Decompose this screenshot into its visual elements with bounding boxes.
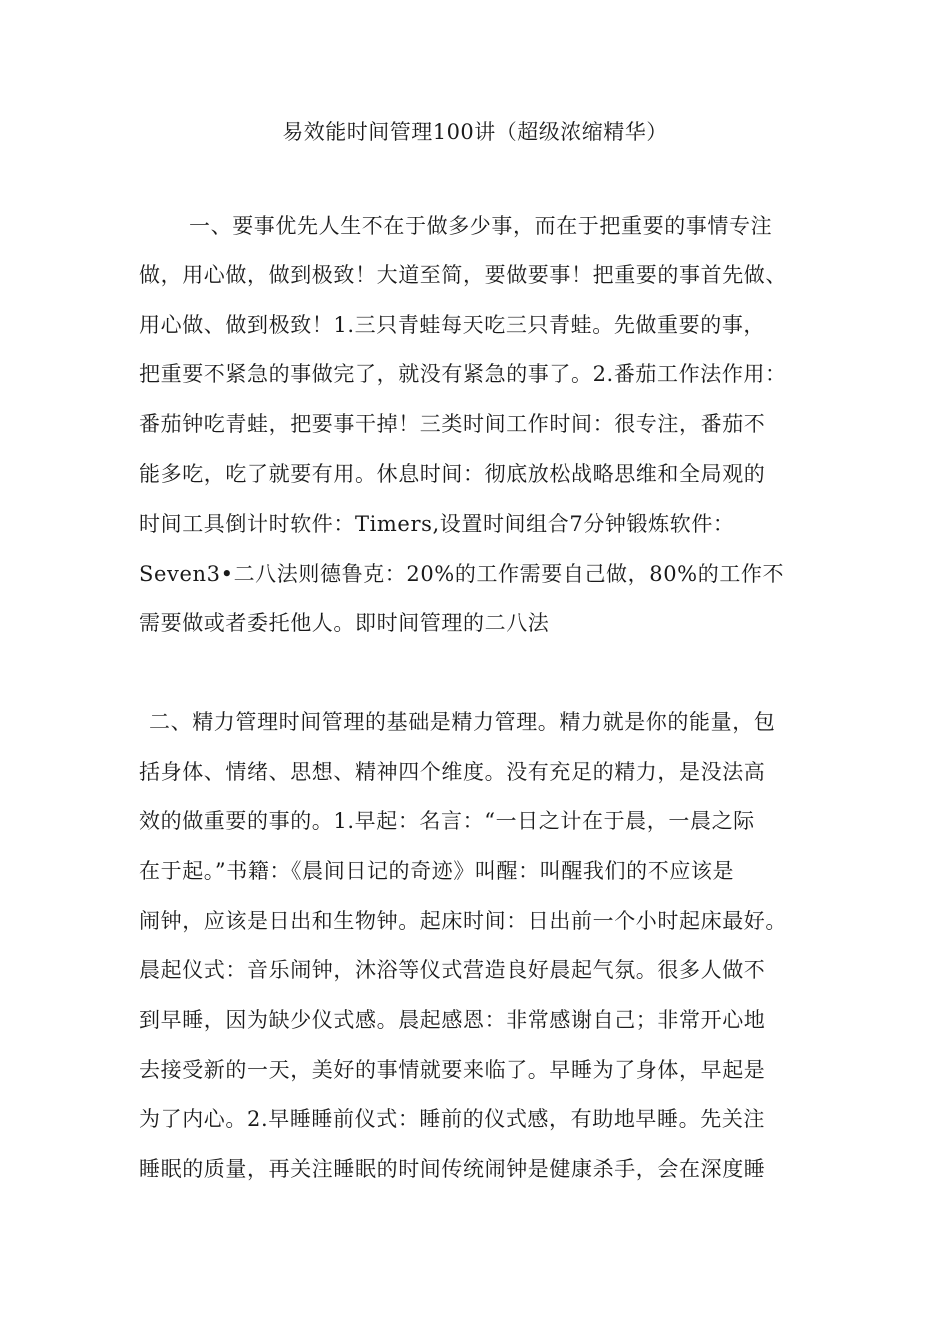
section-1-line-7: 时间工具倒计时软件：Timers,设置时间组合7分钟锻炼软件：: [139, 512, 735, 536]
section-1-line-4: 把重要不紧急的事做完了，就没有紧急的事了。2.番茄工作法作用：: [139, 362, 787, 386]
section-2-line-3: 效的做重要的事的。1.早起：名言：“一日之计在于晨，一晨之际: [139, 809, 755, 833]
section-2-line-7: 到早睡，因为缺少仪式感。晨起感恩：非常感谢自己；非常开心地: [139, 1008, 766, 1032]
section-2-line-2: 括身体、情绪、思想、精神四个维度。没有充足的精力，是没法高: [139, 760, 766, 784]
section-2-line-6: 晨起仪式：音乐闹钟，沐浴等仪式营造良好晨起气氛。很多人做不: [139, 958, 766, 982]
section-2-line-4: 在于起。”书籍：《晨间日记的奇迹》叫醒：叫醒我们的不应该是: [139, 859, 735, 883]
section-1-line-9: 需要做或者委托他人。即时间管理的二八法: [139, 611, 550, 635]
section-2-line-10: 睡眠的质量，再关注睡眠的时间传统闹钟是健康杀手，会在深度睡: [139, 1157, 766, 1181]
section-2-line-8: 去接受新的一天，美好的事情就要来临了。早睡为了身体，早起是: [139, 1058, 766, 1082]
section-2-line-1: 二、精力管理时间管理的基础是精力管理。精力就是你的能量，包: [149, 710, 776, 734]
section-1-line-5: 番茄钟吃青蛙，把要事干掉！三类时间工作时间：很专注，番茄不: [139, 412, 766, 436]
document-title: 易效能时间管理100讲（超级浓缩精华）: [282, 120, 668, 144]
section-2-line-5: 闹钟，应该是日出和生物钟。起床时间：日出前一个小时起床最好。: [139, 909, 787, 933]
section-1-line-1: 一、要事优先人生不在于做多少事，而在于把重要的事情专注: [189, 214, 773, 238]
section-1-line-3: 用心做、做到极致！1.三只青蛙每天吃三只青蛙。先做重要的事，: [139, 313, 766, 337]
section-1-line-8: Seven3•二八法则德鲁克：20%的工作需要自己做，80%的工作不: [139, 562, 785, 586]
section-1-line-2: 做，用心做，做到极致！大道至简，要做要事！把重要的事首先做、: [139, 263, 787, 287]
section-1-line-6: 能多吃，吃了就要有用。休息时间：彻底放松战略思维和全局观的: [139, 462, 766, 486]
section-2-line-9: 为了内心。2.早睡睡前仪式：睡前的仪式感，有助地早睡。先关注: [139, 1107, 766, 1131]
